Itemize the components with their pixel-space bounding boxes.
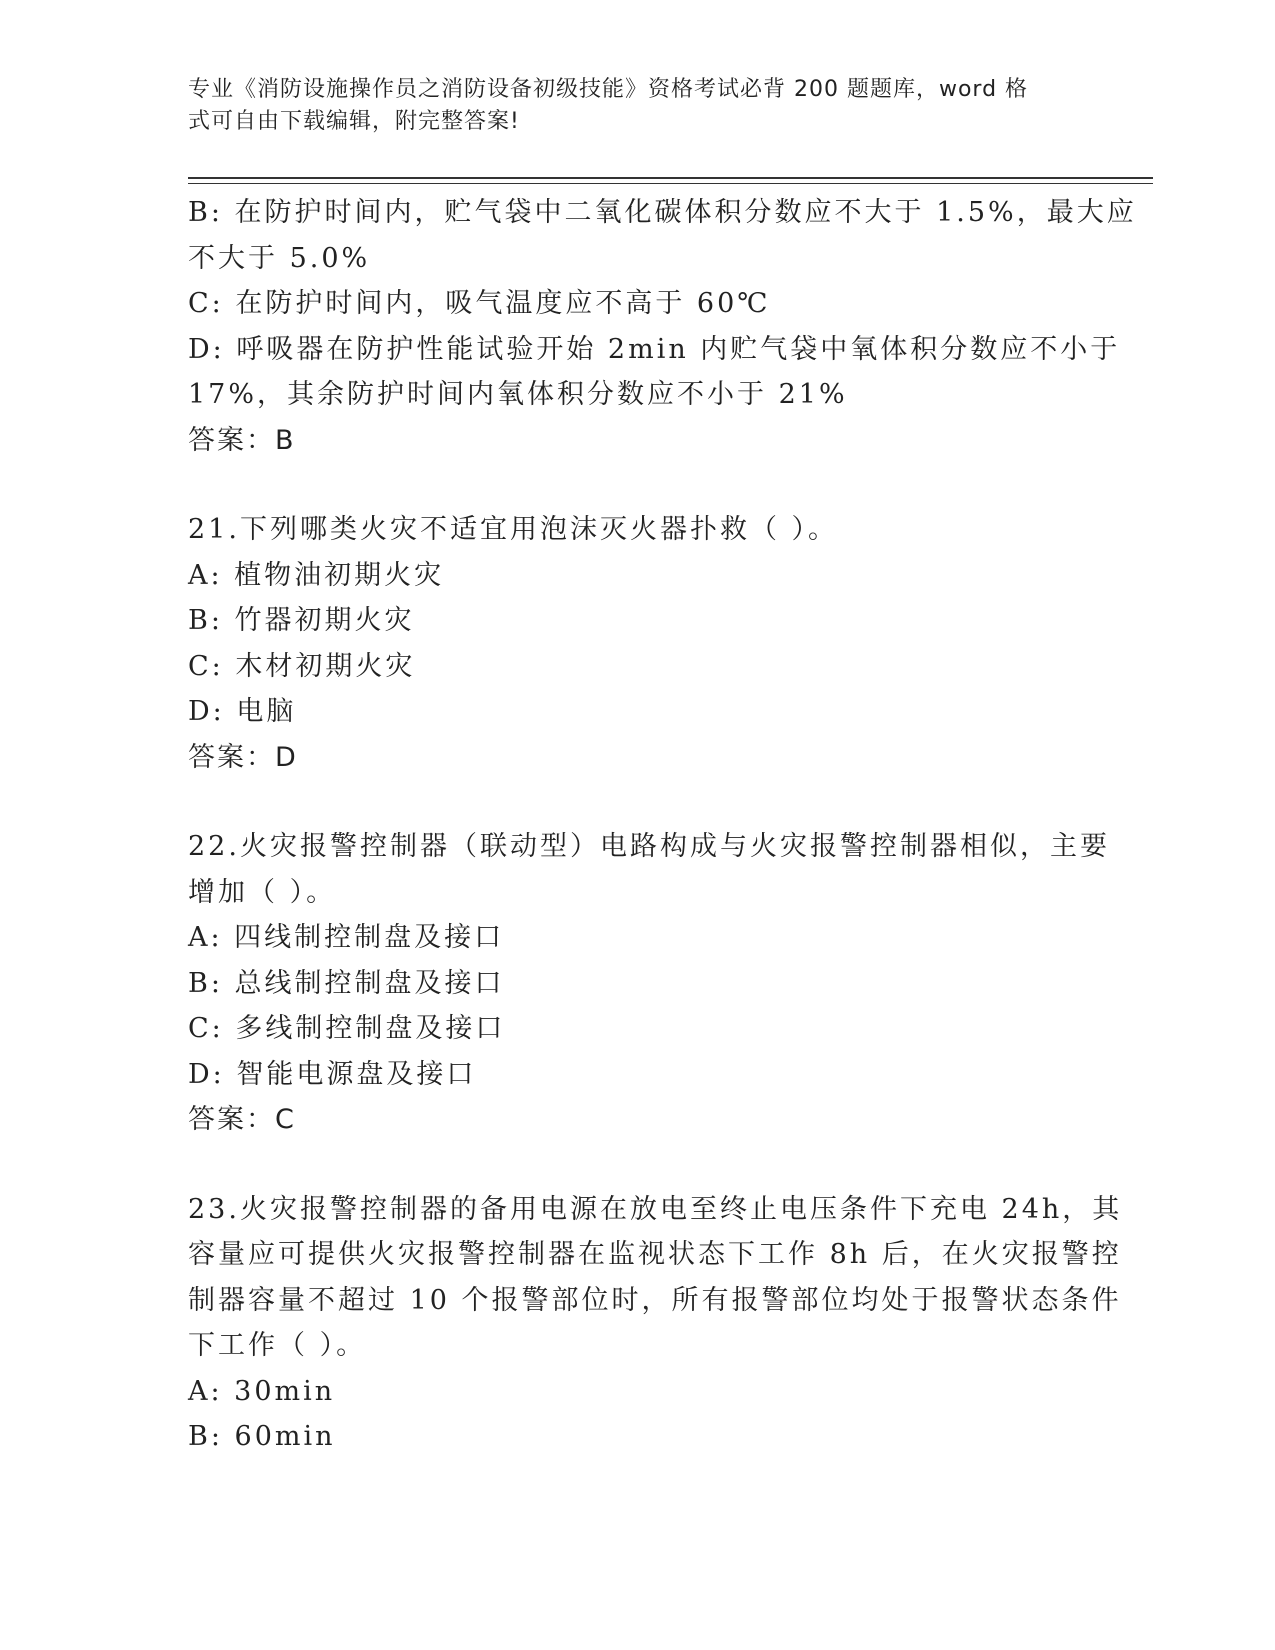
header-divider-thin	[188, 183, 1153, 184]
option-d-line-1: D: 呼吸器在防护性能试验开始 2min 内贮气袋中氧体积分数应不小于	[188, 333, 1121, 365]
question-stem: 21.下列哪类火灾不适宜用泡沫灭火器扑救（ ）。	[188, 514, 839, 545]
option-d: D: 智能电源盘及接口	[188, 1058, 477, 1090]
question-stem-line-1: 22.火灾报警控制器（联动型）电路构成与火灾报警控制器相似，主要	[188, 831, 1110, 862]
question-stem-line-1: 23.火灾报警控制器的备用电源在放电至终止电压条件下充电 24h，其	[188, 1193, 1123, 1225]
option-b: B: 60min	[188, 1421, 336, 1452]
document-header	[188, 74, 1068, 138]
option-c: C: 木材初期火灾	[188, 650, 416, 682]
question-stem-line-2: 增加（ ）。	[188, 876, 337, 908]
option-d: D: 电脑	[188, 696, 297, 727]
option-c: C: 在防护时间内，吸气温度应不高于 60℃	[188, 288, 771, 319]
question-block-23	[188, 1187, 1123, 1460]
question-stem-line-2: 容量应可提供火灾报警控制器在监视状态下工作 8h 后，在火灾报警控	[188, 1239, 1122, 1270]
header-title-line-2: 式可自由下载编辑，附完整答案!	[188, 109, 520, 134]
answer-label: 答案：B	[188, 424, 296, 456]
question-block-22	[188, 824, 1110, 1143]
question-stem-line-3: 制器容量不超过 10 个报警部位时，所有报警部位均处于报警状态条件	[188, 1284, 1122, 1316]
answer-label: 答案：C	[188, 1104, 296, 1135]
question-block-21	[188, 507, 1088, 780]
option-a: A: 植物油初期火灾	[188, 559, 445, 591]
option-b-line-1: B: 在防护时间内，贮气袋中二氧化碳体积分数应不大于 1.5%，最大应	[188, 197, 1137, 228]
header-divider-thick	[188, 177, 1153, 179]
question-content	[188, 190, 1137, 1460]
option-c: C: 多线制控制盘及接口	[188, 1013, 506, 1044]
question-stem-line-4: 下工作（ ）。	[188, 1330, 367, 1361]
option-a: A: 30min	[188, 1375, 336, 1407]
header-title-line-1: 专业《消防设施操作员之消防设备初级技能》资格考试必背 200 题题库，word 格	[188, 77, 1029, 102]
answer-label: 答案：D	[188, 741, 298, 773]
option-b: B: 竹器初期火灾	[188, 605, 415, 636]
option-a: A: 四线制控制盘及接口	[188, 922, 505, 953]
option-d-line-2: 17%，其余防护时间内氧体积分数应不小于 21%	[188, 379, 848, 410]
option-b-line-2: 不大于 5.0%	[188, 242, 371, 274]
question-block-20	[188, 190, 1137, 463]
option-b: B: 总线制控制盘及接口	[188, 967, 505, 999]
